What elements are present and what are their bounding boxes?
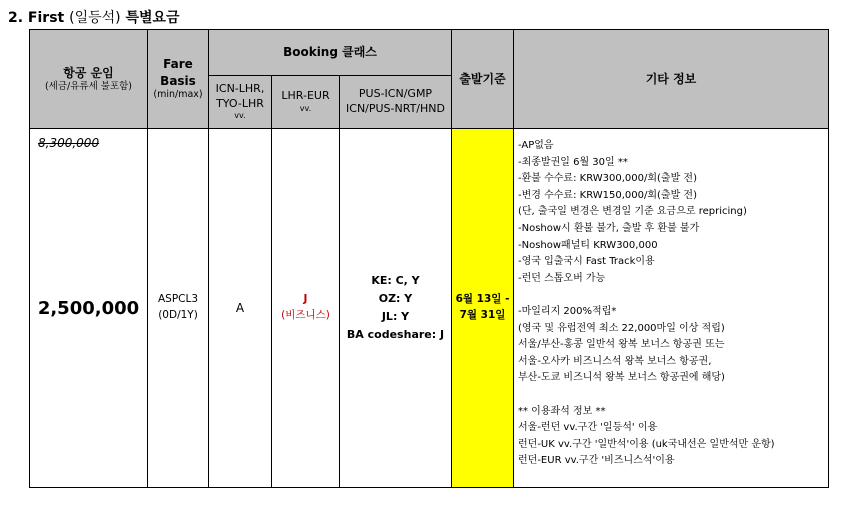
header-icn-lhr-line3: vv. bbox=[234, 111, 246, 121]
info-line: 서울/부산-홍콩 일반석 왕복 보너스 항공권 또는 bbox=[518, 339, 725, 351]
info-line: -영국 입출국시 Fast Track이용 bbox=[518, 256, 655, 268]
info-cell bbox=[514, 129, 829, 488]
info-line: -환불 수수료: KRW300,000/회(출발 전) bbox=[518, 173, 697, 185]
class-icn-lhr-cell bbox=[209, 129, 272, 488]
info-line: 런던-EUR vv.구간 '비즈니스석'이용 bbox=[518, 455, 675, 467]
fare-basis-min-max: (0D/1Y) bbox=[158, 309, 198, 321]
info-line: -Noshow시 환불 불가, 출발 후 환불 불가 bbox=[518, 222, 700, 234]
booking-cell bbox=[340, 129, 452, 488]
header-booking-pus-icn bbox=[340, 76, 452, 129]
header-lhr-eur-line1: LHR-EUR bbox=[281, 89, 330, 103]
info-line: 서울-런던 vv.구간 '일등석' 이용 bbox=[518, 422, 658, 434]
fare-basis-cell bbox=[148, 129, 209, 488]
info-line: -최종발권일 6월 30일 ** bbox=[518, 156, 628, 168]
header-basis-sub: (min/max) bbox=[153, 88, 203, 100]
header-basis-title: Fare Basis bbox=[160, 57, 196, 88]
header-info bbox=[514, 30, 829, 129]
fare-basis-code: ASPCL3 bbox=[157, 293, 199, 306]
header-booking-lhr-eur bbox=[272, 76, 340, 129]
class-lhr-eur: J bbox=[303, 293, 308, 306]
header-fare bbox=[30, 30, 148, 129]
info-line: 서울-오사카 비즈니스석 왕복 보너스 항공권, bbox=[518, 355, 712, 367]
price-cell bbox=[30, 129, 148, 488]
departure-date-line2: 7월 31일 bbox=[459, 309, 506, 321]
info-line: 런던-UK vv.구간 '일반석'이용 (uk국내선은 일반석만 운항) bbox=[518, 438, 775, 450]
header-fare-title: 항공 운임 bbox=[63, 65, 114, 80]
info-line: -변경 수수료: KRW150,000/회(출발 전) bbox=[518, 189, 697, 201]
info-line: (영국 및 유럽전역 최소 22,000마일 이상 적립) bbox=[518, 322, 725, 334]
info-line: -런던 스톱오버 가능 bbox=[518, 272, 606, 284]
old-price: 8,300,000 bbox=[38, 136, 100, 150]
header-info-title: 기타 정보 bbox=[645, 71, 697, 86]
header-booking-title: Booking 클래스 bbox=[283, 45, 377, 60]
info-line: ** 이용좌석 정보 ** bbox=[518, 405, 606, 417]
info-line bbox=[518, 287, 826, 304]
booking-line: BA codeshare: J bbox=[346, 328, 445, 342]
class-icn-lhr: A bbox=[235, 301, 245, 315]
page-title-tail: 특별요금 bbox=[125, 10, 180, 26]
info-line: (단, 출국일 변경은 변경일 기준 요금으로 repricing) bbox=[518, 206, 747, 218]
class-lhr-eur-cell bbox=[272, 129, 340, 488]
booking-line: OZ: Y bbox=[378, 291, 413, 305]
info-line: -Noshow패널티 KRW300,000 bbox=[518, 239, 658, 251]
header-icn-lhr-line2: TYO-LHR bbox=[216, 96, 264, 110]
fare-row bbox=[30, 129, 829, 488]
class-lhr-eur-note: (비즈니스) bbox=[281, 309, 330, 321]
header-pus-icn-line2: ICN/PUS-NRT/HND bbox=[346, 102, 445, 115]
page-title bbox=[8, 7, 180, 27]
header-fare-basis bbox=[148, 30, 209, 129]
header-pus-icn-line1: PUS-ICN/GMP bbox=[358, 87, 433, 101]
info-line: -AP없음 bbox=[518, 140, 554, 151]
booking-line: JL: Y bbox=[381, 310, 410, 323]
info-line: -마일리지 200%적립* bbox=[518, 305, 617, 317]
booking-line: KE: C, Y bbox=[371, 273, 420, 287]
page-title-bold: 2. First bbox=[8, 10, 65, 26]
info-line: 부산-도쿄 비즈니석 왕복 보너스 항공권에 해당) bbox=[518, 372, 725, 384]
price: 2,500,000 bbox=[37, 297, 140, 319]
info-line bbox=[518, 387, 826, 404]
header-booking-icn-lhr bbox=[209, 76, 272, 129]
header-lhr-eur-line2: vv. bbox=[299, 104, 312, 114]
header-fare-sub: (세금/유류세 불포함) bbox=[44, 80, 133, 92]
page-title-paren: (일등석) bbox=[69, 10, 121, 26]
departure-date-cell bbox=[452, 129, 514, 488]
header-icn-lhr-line1: ICN-LHR, bbox=[215, 81, 265, 95]
header-departure-title: 출발기준 bbox=[459, 71, 506, 86]
fare-table bbox=[29, 29, 829, 488]
departure-date-line1: 6월 13일 - bbox=[455, 293, 510, 306]
header-departure bbox=[452, 30, 514, 129]
header-booking bbox=[209, 30, 452, 76]
